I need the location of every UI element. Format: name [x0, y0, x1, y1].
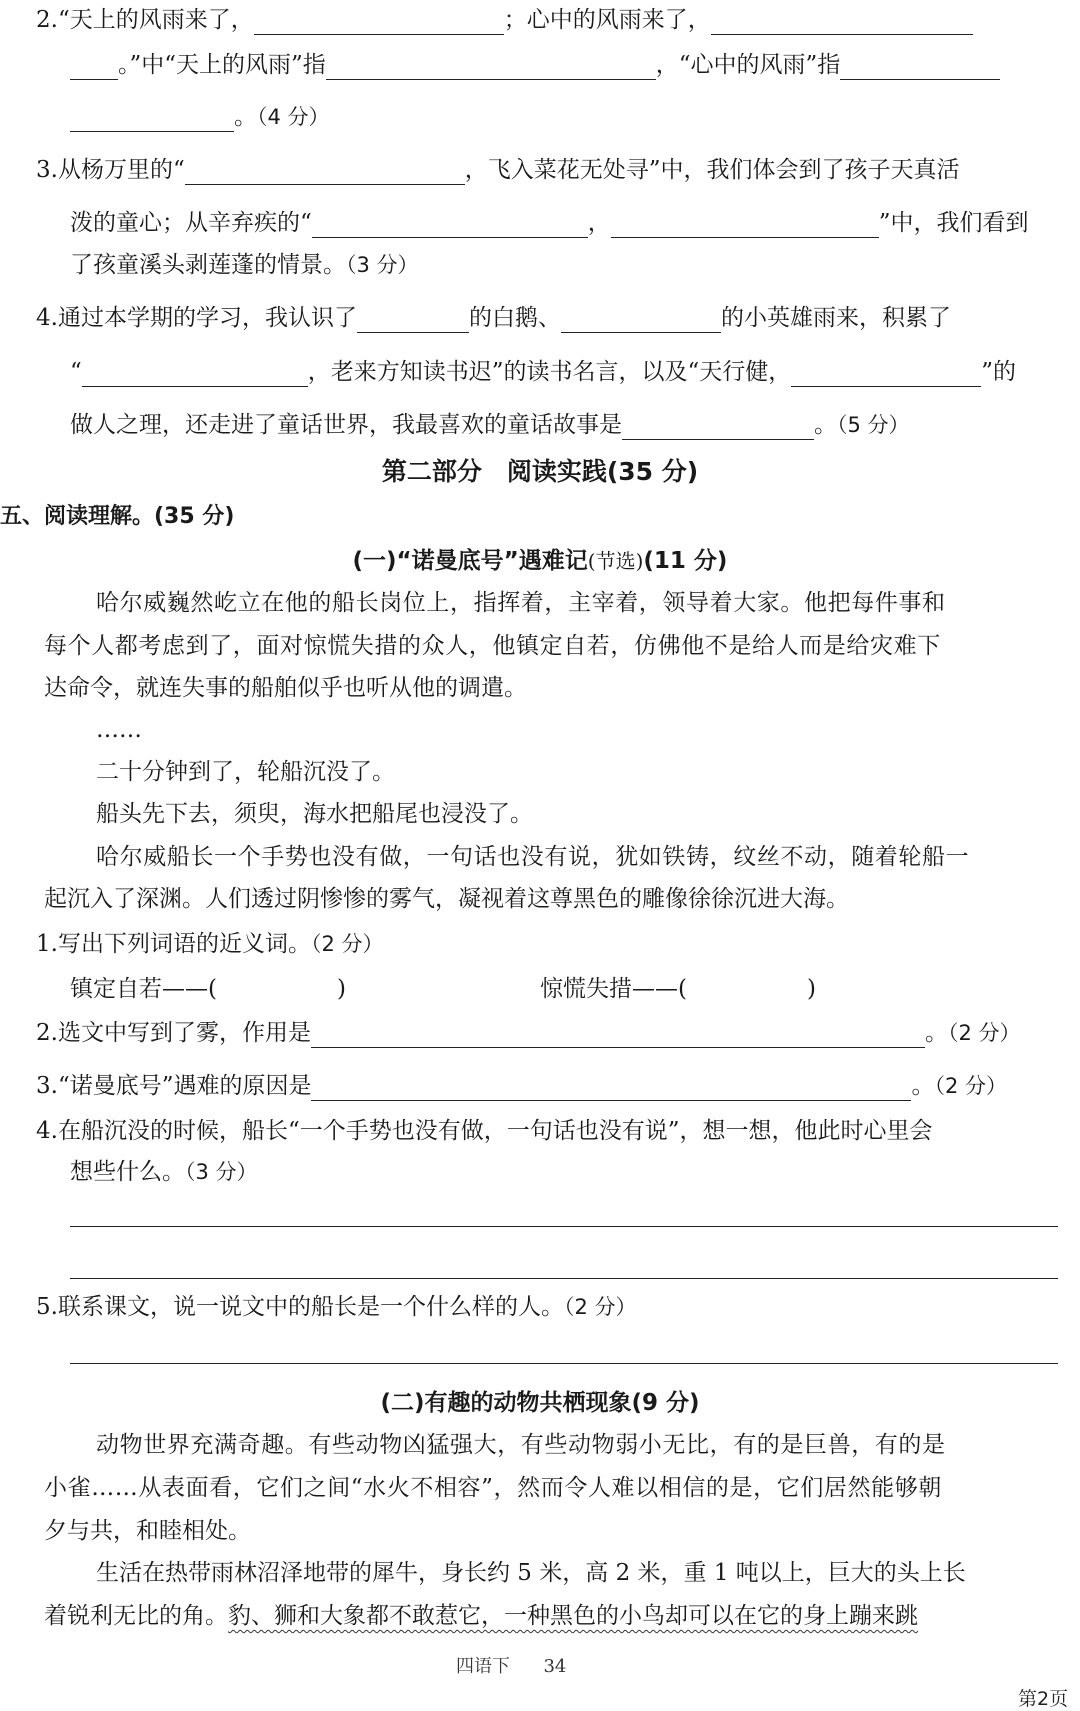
q3-blank-1[interactable]: [185, 154, 465, 185]
q2-text-b: ；心中的风雨来了，: [503, 7, 711, 33]
p1-q2-text: 2.选文中写到了雾，作用是: [36, 1020, 311, 1046]
passage2-p2-line2: [44, 1596, 1080, 1636]
q3-blank-3[interactable]: [611, 207, 879, 238]
q4-blank-5[interactable]: [622, 409, 814, 440]
q4-text-e: ”的: [981, 359, 1017, 385]
q4-line3: [70, 405, 1080, 445]
q3-line1: [36, 150, 1080, 190]
footer-book-name: 四语下: [456, 1656, 510, 1677]
q3-text-b: ，飞入菜花无处寻”中，我们体会到了孩子天真活: [464, 157, 960, 183]
q2-points: （4 分）: [257, 105, 330, 129]
p1-q5: [36, 1287, 1080, 1327]
q2-period: 。: [234, 104, 257, 130]
q2-blank-3[interactable]: [70, 49, 118, 80]
passage2-title: (二)有趣的动物共栖现象(9 分): [380, 1390, 700, 1416]
p1-q3-text: 3.“诺曼底号”遇难的原因是: [36, 1073, 312, 1099]
q4-points: （5 分）: [837, 413, 910, 437]
q2-blank-6[interactable]: [70, 101, 234, 132]
passage2-p2-line1: 生活在热带雨林沼泽地带的犀牛，身长约 5 米，高 2 米，重 1 吨以上，巨大的头上长: [96, 1560, 966, 1586]
passage1-ellipsis: ……: [96, 717, 142, 743]
q4-line1: [36, 298, 1080, 338]
q3-line3: [70, 245, 1080, 285]
p1-q3-period: 。: [911, 1073, 935, 1099]
passage1-p1-line2: 每个人都考虑到了，面对惊慌失措的众人，他镇定自若，仿佛他不是给人而是给灾难下: [44, 633, 941, 659]
q3-text-a: 3.从杨万里的“: [36, 157, 185, 183]
q2-blank-1[interactable]: [254, 4, 504, 35]
q4-text-f: 做人之理，还走进了童话世界，我最喜欢的童话故事是: [70, 412, 622, 438]
p1-q2-points: （2 分）: [947, 1021, 1021, 1045]
q2-text-c: 。”中“天上的风雨”指: [118, 52, 326, 78]
q4-blank-4[interactable]: [791, 356, 981, 387]
q2-text-a: 2.“天上的风雨来了，: [36, 7, 254, 33]
p1-q1-word1-close: ): [336, 976, 346, 1002]
p1-q4-line2: [70, 1152, 1080, 1192]
section5-heading: 五、阅读理解。(35 分): [0, 504, 235, 529]
q3-blank-2[interactable]: [312, 207, 588, 238]
p1-q1-word1-text: 镇定自若——(: [70, 976, 217, 1002]
q2-blank-4[interactable]: [326, 49, 656, 80]
p1-q5-answer-line[interactable]: [70, 1363, 1058, 1364]
q3-text-d: ”中，我们看到: [878, 210, 1029, 236]
passage1-title: [0, 541, 1080, 581]
p1-q1-word2: [540, 969, 1080, 1009]
p1-q4-text: 想些什么。: [70, 1159, 185, 1185]
q4-quote: “: [70, 359, 82, 385]
passage2-p1-line2: 小雀……从表面看，它们之间“水火不相容”，然而令人难以相信的是，它们居然能够朝: [44, 1475, 942, 1501]
q2-blank-5[interactable]: [840, 49, 1000, 80]
q3-points: （3 分）: [346, 253, 419, 277]
q2-line1: [36, 0, 1080, 40]
p1-q1: [36, 924, 1080, 964]
q3-text-e: 了孩童溪头剥莲蓬的情景。: [70, 252, 346, 278]
q2-line3: [70, 97, 1080, 137]
p1-q1-points: （2 分）: [310, 932, 384, 956]
q2-blank-2[interactable]: [711, 4, 973, 35]
footer-book: [456, 1652, 566, 1678]
p1-q3-blank[interactable]: [311, 1070, 911, 1101]
p1-q4-answer-line-1[interactable]: [70, 1226, 1058, 1227]
passage2-p2-plain: 着锐利无比的角。: [44, 1603, 228, 1629]
q4-period: 。: [814, 412, 837, 438]
q4-line2: [70, 352, 1080, 392]
passage1-p3: 船头先下去，须臾，海水把船尾也浸没了。: [96, 801, 533, 827]
q4-blank-1[interactable]: [357, 302, 469, 333]
q4-text-a: 4.通过本学期的学习，我认识了: [36, 305, 357, 331]
q2-text-d: ，“心中的风雨”指: [655, 52, 841, 78]
q4-blank-2[interactable]: [561, 302, 721, 333]
q4-text-c: 的小英雄雨来，积累了: [720, 305, 951, 331]
p1-q2-blank[interactable]: [311, 1017, 925, 1048]
q3-line2: [70, 203, 1080, 243]
passage1-title-main: (一)“诺曼底号”遇难记: [352, 548, 588, 574]
p1-q5-points: （2 分）: [563, 1295, 637, 1319]
q4-blank-3[interactable]: [82, 356, 308, 387]
passage1-title-points: (11 分): [643, 548, 728, 574]
q4-text-b: 的白鹅、: [468, 305, 561, 331]
p1-q1-text: 1.写出下列词语的近义词。: [36, 931, 311, 957]
p1-q4-line1: 4.在船沉没的时候，船长“一个手势也没有做，一句话也没有说”，想一想，他此时心里会: [36, 1118, 933, 1144]
passage1-title-excerpt: (节选): [587, 549, 644, 573]
q4-text-d: ，老来方知读书迟”的读书名言，以及“天行健，: [307, 359, 792, 385]
p1-q1-word2-text: 惊慌失措——(: [540, 976, 687, 1002]
p1-q4-answer-line-2[interactable]: [70, 1278, 1058, 1279]
passage1-p1-line1: 哈尔威巍然屹立在他的船长岗位上，指挥着，主宰着，领导着大家。他把每件事和: [96, 590, 946, 616]
p1-q1-word2-close: ): [806, 976, 816, 1002]
part2-title: 第二部分 阅读实践(35 分): [381, 457, 699, 486]
p1-q4-points: （3 分）: [185, 1160, 258, 1184]
footer-sheet-label: 第2页: [1018, 1688, 1069, 1710]
p1-q3: [36, 1066, 1080, 1106]
passage1-p2: 二十分钟到了，轮船沉没了。: [96, 759, 395, 785]
passage1-p4-line2: 起沉入了深渊。人们透过阴惨惨的雾气，凝视着这尊黑色的雕像徐徐沉进大海。: [44, 886, 849, 912]
p1-q2-period: 。: [924, 1020, 948, 1046]
passage2-p1-line3: 夕与共，和睦相处。: [44, 1518, 251, 1544]
passage1-p1-line3: 达命令，就连失事的船舶似乎也听从他的调遣。: [44, 675, 527, 701]
q3-comma: ，: [587, 210, 611, 236]
p1-q2: [36, 1013, 1080, 1053]
p1-q3-points: （2 分）: [934, 1074, 1008, 1098]
passage2-p2-wavy-underlined: 豹、狮和大象都不敢惹它，一种黑色的小鸟却可以在它的身上蹦来跳: [228, 1603, 918, 1629]
q2-line2: [70, 45, 1080, 85]
p1-q5-text: 5.联系课文，说一说文中的船长是一个什么样的人。: [36, 1294, 564, 1320]
passage2-p1-line1: 动物世界充满奇趣。有些动物凶猛强大，有些动物弱小无比，有的是巨兽，有的是: [96, 1432, 946, 1458]
passage1-p4-line1: 哈尔威船长一个手势也没有做，一句话也没有说，犹如铁铸，纹丝不动，随着轮船一: [96, 844, 970, 870]
q3-text-c: 泼的童心；从辛弃疾的“: [70, 210, 312, 236]
footer-page-number: 34: [543, 1656, 567, 1677]
